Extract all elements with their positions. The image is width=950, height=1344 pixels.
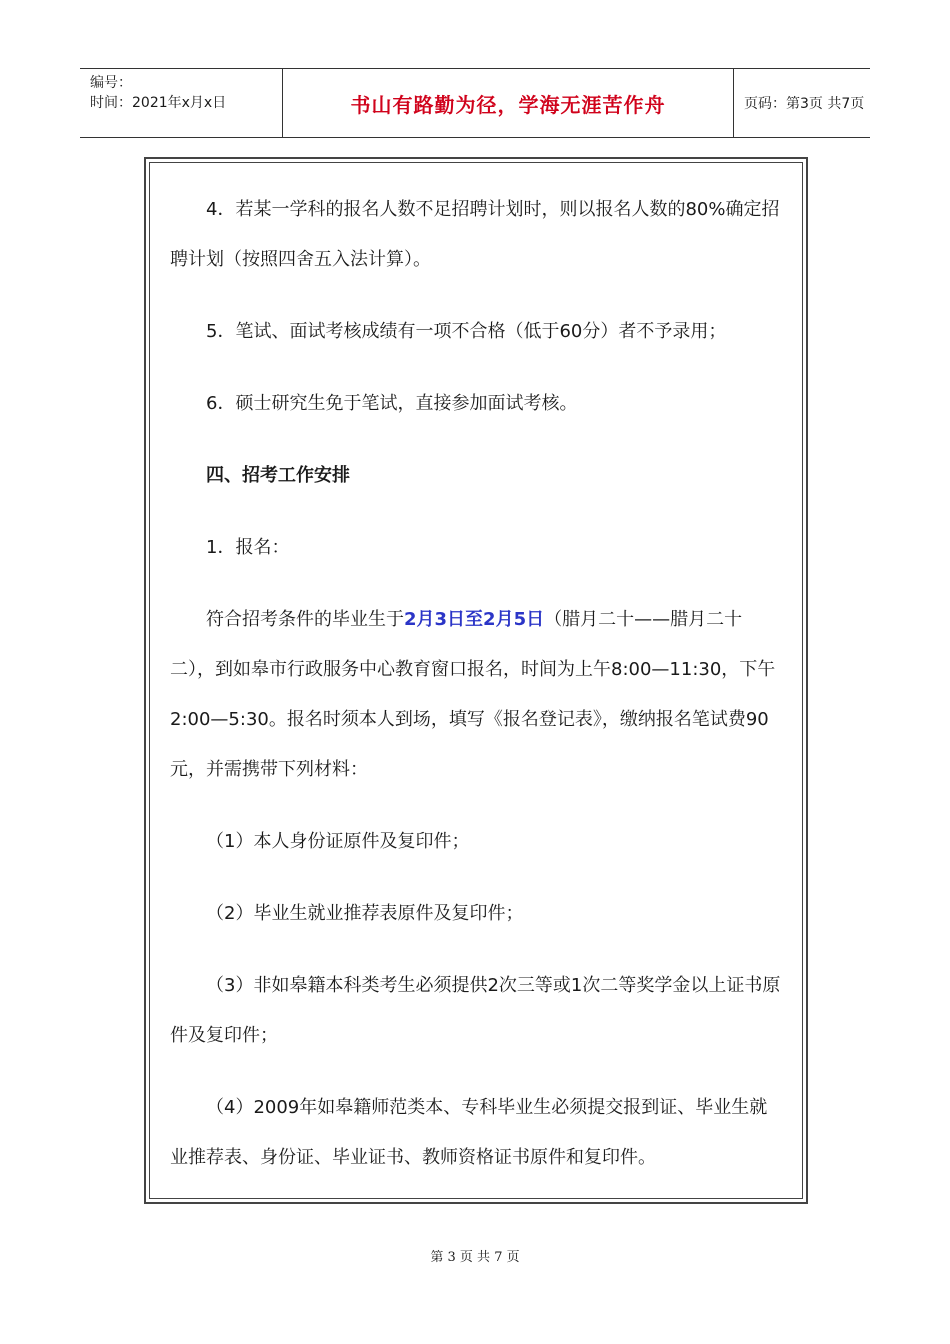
rule-6: 6．硕士研究生免于笔试，直接参加面试考核。 — [206, 393, 578, 414]
registration-dates: 2月3日至2月5日 — [404, 609, 545, 630]
registration-paragraph — [170, 595, 784, 795]
time-label: 时间：2021年x月x日 — [90, 95, 227, 111]
material-2: （2）毕业生就业推荐表原件及复印件； — [206, 903, 524, 924]
header-meta — [80, 69, 282, 137]
material-3: （3）非如皋籍本科类考生必须提供2次三等或1次二等奖学金以上证书原件及复印件； — [170, 975, 781, 1046]
registration-details: （腊月二十——腊月二十二），到如皋市行政服务中心教育窗口报名，时间为上午8:00—11:30，下午2:00—5:30。报名时须本人到场，填写《报名登记表》，缴纳报名笔试费90元，并需携带下列材料： — [170, 609, 776, 780]
number-label: 编号： — [90, 75, 132, 91]
item-1-registration: 1．报名： — [206, 537, 290, 558]
section-heading: 四、招考工作安排 — [206, 465, 350, 486]
registration-intro: 符合招考条件的毕业生于 — [206, 609, 404, 630]
rule-4: 4．若某一学科的报名人数不足招聘计划时，则以报名人数的80%确定招聘计划（按照四舍五入法计算）。 — [170, 199, 780, 270]
material-4: （4）2009年如皋籍师范类本、专科毕业生必须提交报到证、毕业生就业推荐表、身份证、毕业证书、教师资格证书原件和复印件。 — [170, 1097, 768, 1168]
page-footer: 第 3 页 共 7 页 — [430, 1250, 520, 1265]
document-header — [80, 68, 870, 138]
document-body — [170, 185, 784, 1183]
header-page-info: 页码：第3页 共7页 — [744, 96, 865, 112]
header-motto: 书山有路勤为径，学海无涯苦作舟 — [282, 69, 734, 137]
material-1: （1）本人身份证原件及复印件； — [206, 831, 470, 852]
rule-5: 5．笔试、面试考核成绩有一项不合格（低于60分）者不予录用； — [206, 321, 727, 342]
